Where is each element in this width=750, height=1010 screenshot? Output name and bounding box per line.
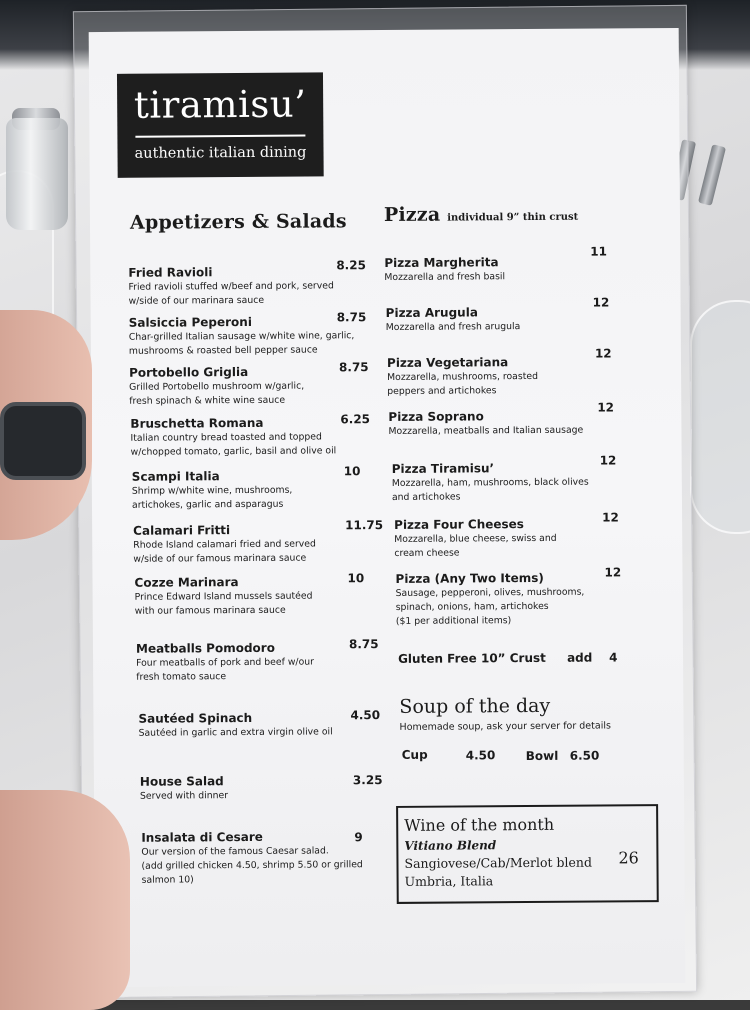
item-desc: ($1 per additional items) bbox=[395, 615, 512, 627]
pizza-title bbox=[384, 203, 578, 226]
soup-desc: Homemade soup, ask your server for details bbox=[399, 720, 611, 733]
wine-price: 26 bbox=[618, 848, 639, 868]
pizza-title-text: Pizza bbox=[383, 203, 441, 227]
logo-tagline: authentic italian dining bbox=[134, 144, 307, 162]
item-price: 6.25 bbox=[340, 412, 371, 427]
gluten-free-price: 4 bbox=[609, 650, 618, 665]
item-price: 12 bbox=[602, 510, 619, 525]
item-desc: w/chopped tomato, garlic, basil and olive oil bbox=[130, 445, 337, 458]
item-price: 12 bbox=[604, 565, 622, 580]
item-name: Pizza (Any Two Items) bbox=[395, 570, 544, 586]
item-price: 10 bbox=[343, 464, 361, 479]
menu-item bbox=[128, 264, 334, 307]
item-desc: Served with dinner bbox=[139, 790, 229, 802]
item-desc: w/side of our marinara sauce bbox=[128, 294, 265, 307]
item-desc: Mozzarella, meatballs and Italian sausage bbox=[388, 424, 584, 437]
menu-item bbox=[130, 415, 336, 458]
item-price: 8.75 bbox=[338, 360, 369, 375]
item-name: Pizza Arugula bbox=[385, 305, 478, 321]
item-name: Pizza Four Cheeses bbox=[394, 517, 524, 532]
item-desc: Mozzarella, blue cheese, swiss and bbox=[394, 532, 557, 545]
menu-item bbox=[387, 355, 538, 398]
gluten-free-label: Gluten Free 10” Crust bbox=[398, 650, 546, 666]
item-desc: peppers and artichokes bbox=[387, 385, 497, 397]
item-price: 12 bbox=[599, 453, 617, 468]
menu-item bbox=[129, 314, 355, 358]
item-name: Cozze Marinara bbox=[134, 575, 239, 590]
item-desc: Mozzarella, ham, mushrooms, black olives bbox=[391, 476, 589, 489]
item-desc: Mozzarella and fresh arugula bbox=[385, 321, 521, 334]
item-desc: Mozzarella and fresh basil bbox=[384, 271, 506, 284]
item-desc: mushrooms & roasted bell pepper sauce bbox=[128, 344, 318, 357]
logo-name: tiramisu’ bbox=[133, 82, 307, 127]
wine-of-month-box bbox=[396, 804, 659, 904]
item-name: Bruschetta Romana bbox=[130, 415, 264, 431]
menu-item bbox=[388, 409, 583, 438]
menu-item bbox=[141, 829, 363, 887]
item-desc: Sautéed in garlic and extra virgin olive oil bbox=[138, 726, 333, 739]
item-desc: Sausage, pepperoni, olives, mushrooms, bbox=[395, 586, 585, 599]
menu-item bbox=[138, 710, 332, 739]
item-price: 8.75 bbox=[348, 637, 379, 652]
item-desc: Shrimp w/white wine, mushrooms, bbox=[131, 484, 293, 497]
wine-region: Umbria, Italia bbox=[404, 873, 494, 889]
item-desc: cream cheese bbox=[394, 547, 460, 559]
item-name: Pizza Margherita bbox=[384, 255, 499, 271]
item-desc: (add grilled chicken 4.50, shrimp 5.50 or grilled bbox=[141, 859, 363, 872]
item-desc: Grilled Portobello mushroom w/garlic, bbox=[129, 380, 305, 393]
pizza-subtitle: individual 9” thin crust bbox=[447, 211, 579, 224]
item-desc: Fried ravioli stuffed w/beef and pork, served bbox=[128, 280, 334, 293]
wine-title: Wine of the month bbox=[404, 814, 555, 835]
item-name: Meatballs Pomodoro bbox=[135, 640, 275, 656]
item-desc: Our version of the famous Caesar salad. bbox=[141, 845, 329, 858]
menu-item bbox=[384, 255, 505, 284]
item-name: Portobello Griglia bbox=[129, 364, 249, 380]
item-price: 4.50 bbox=[350, 708, 381, 723]
item-desc: Italian country bread toasted and topped bbox=[130, 431, 322, 444]
item-desc: artichokes, garlic and asparagus bbox=[131, 498, 284, 511]
item-desc: fresh spinach & white wine sauce bbox=[129, 394, 286, 407]
item-price: 8.75 bbox=[336, 310, 367, 325]
restaurant-logo bbox=[117, 72, 324, 177]
item-desc: with our famous marinara sauce bbox=[134, 604, 286, 617]
soup-title: Soup of the day bbox=[399, 694, 551, 718]
menu-item bbox=[140, 774, 228, 803]
item-price: 8.25 bbox=[336, 258, 366, 273]
item-price: 9 bbox=[354, 830, 363, 845]
menu-item bbox=[133, 522, 316, 565]
item-desc: Char-grilled Italian sausage w/white wine, garlic, bbox=[128, 330, 355, 343]
item-price: 3.25 bbox=[352, 773, 383, 788]
item-name: Salsiccia Peperoni bbox=[128, 314, 252, 330]
item-name: House Salad bbox=[139, 774, 224, 789]
item-price: 11.75 bbox=[345, 518, 384, 533]
item-desc: Prince Edward Island mussels sautéed bbox=[134, 590, 313, 603]
wine-blend: Sangiovese/Cab/Merlot blend bbox=[404, 854, 592, 871]
menu-item bbox=[392, 461, 589, 504]
appetizers-title: Appetizers & Salads bbox=[129, 210, 347, 234]
item-name: Pizza Tiramisu’ bbox=[391, 461, 495, 476]
item-desc: Four meatballs of pork and beef w/our bbox=[136, 656, 315, 669]
item-desc: w/side of our famous marinara sauce bbox=[133, 552, 307, 565]
menu-item bbox=[395, 571, 584, 628]
water-glass-right bbox=[690, 300, 750, 534]
soup-bowl-label: Bowl bbox=[525, 748, 559, 764]
logo-divider bbox=[135, 135, 305, 138]
menu-item bbox=[394, 517, 557, 560]
soup-cup-label: Cup bbox=[401, 747, 428, 762]
item-name: Insalata di Cesare bbox=[141, 829, 263, 845]
watch-icon bbox=[0, 402, 86, 480]
item-price: 12 bbox=[594, 346, 612, 361]
item-desc: spinach, onions, ham, artichokes bbox=[395, 600, 549, 613]
item-price: 10 bbox=[347, 571, 365, 586]
item-desc: Rhode Island calamari fried and served bbox=[133, 538, 316, 551]
item-desc: Mozzarella, mushrooms, roasted bbox=[387, 370, 539, 383]
item-name: Calamari Fritti bbox=[133, 523, 231, 538]
wine-name: Vitiano Blend bbox=[404, 838, 497, 853]
menu-card bbox=[89, 28, 686, 987]
menu-item bbox=[132, 469, 293, 512]
soup-cup-price: 4.50 bbox=[465, 748, 496, 763]
item-name: Fried Ravioli bbox=[128, 265, 213, 280]
item-desc: fresh tomato sauce bbox=[136, 671, 227, 683]
menu-item bbox=[129, 365, 304, 408]
item-name: Sautéed Spinach bbox=[138, 710, 253, 726]
item-desc: salmon 10) bbox=[141, 874, 194, 886]
item-name: Pizza Vegetariana bbox=[386, 355, 509, 370]
soup-bowl-price: 6.50 bbox=[569, 748, 600, 763]
item-name: Scampi Italia bbox=[131, 469, 220, 484]
item-price: 12 bbox=[597, 400, 615, 415]
item-name: Pizza Soprano bbox=[388, 409, 484, 424]
menu-item bbox=[136, 641, 314, 684]
menu-item bbox=[386, 305, 521, 334]
item-desc: and artichokes bbox=[391, 491, 461, 503]
menu-item bbox=[134, 575, 312, 618]
salt-shaker bbox=[6, 118, 68, 230]
fingers-bottom-left bbox=[0, 790, 130, 1010]
item-price: 11 bbox=[590, 244, 607, 259]
item-price: 12 bbox=[592, 295, 610, 310]
gluten-free-add: add bbox=[567, 650, 593, 665]
